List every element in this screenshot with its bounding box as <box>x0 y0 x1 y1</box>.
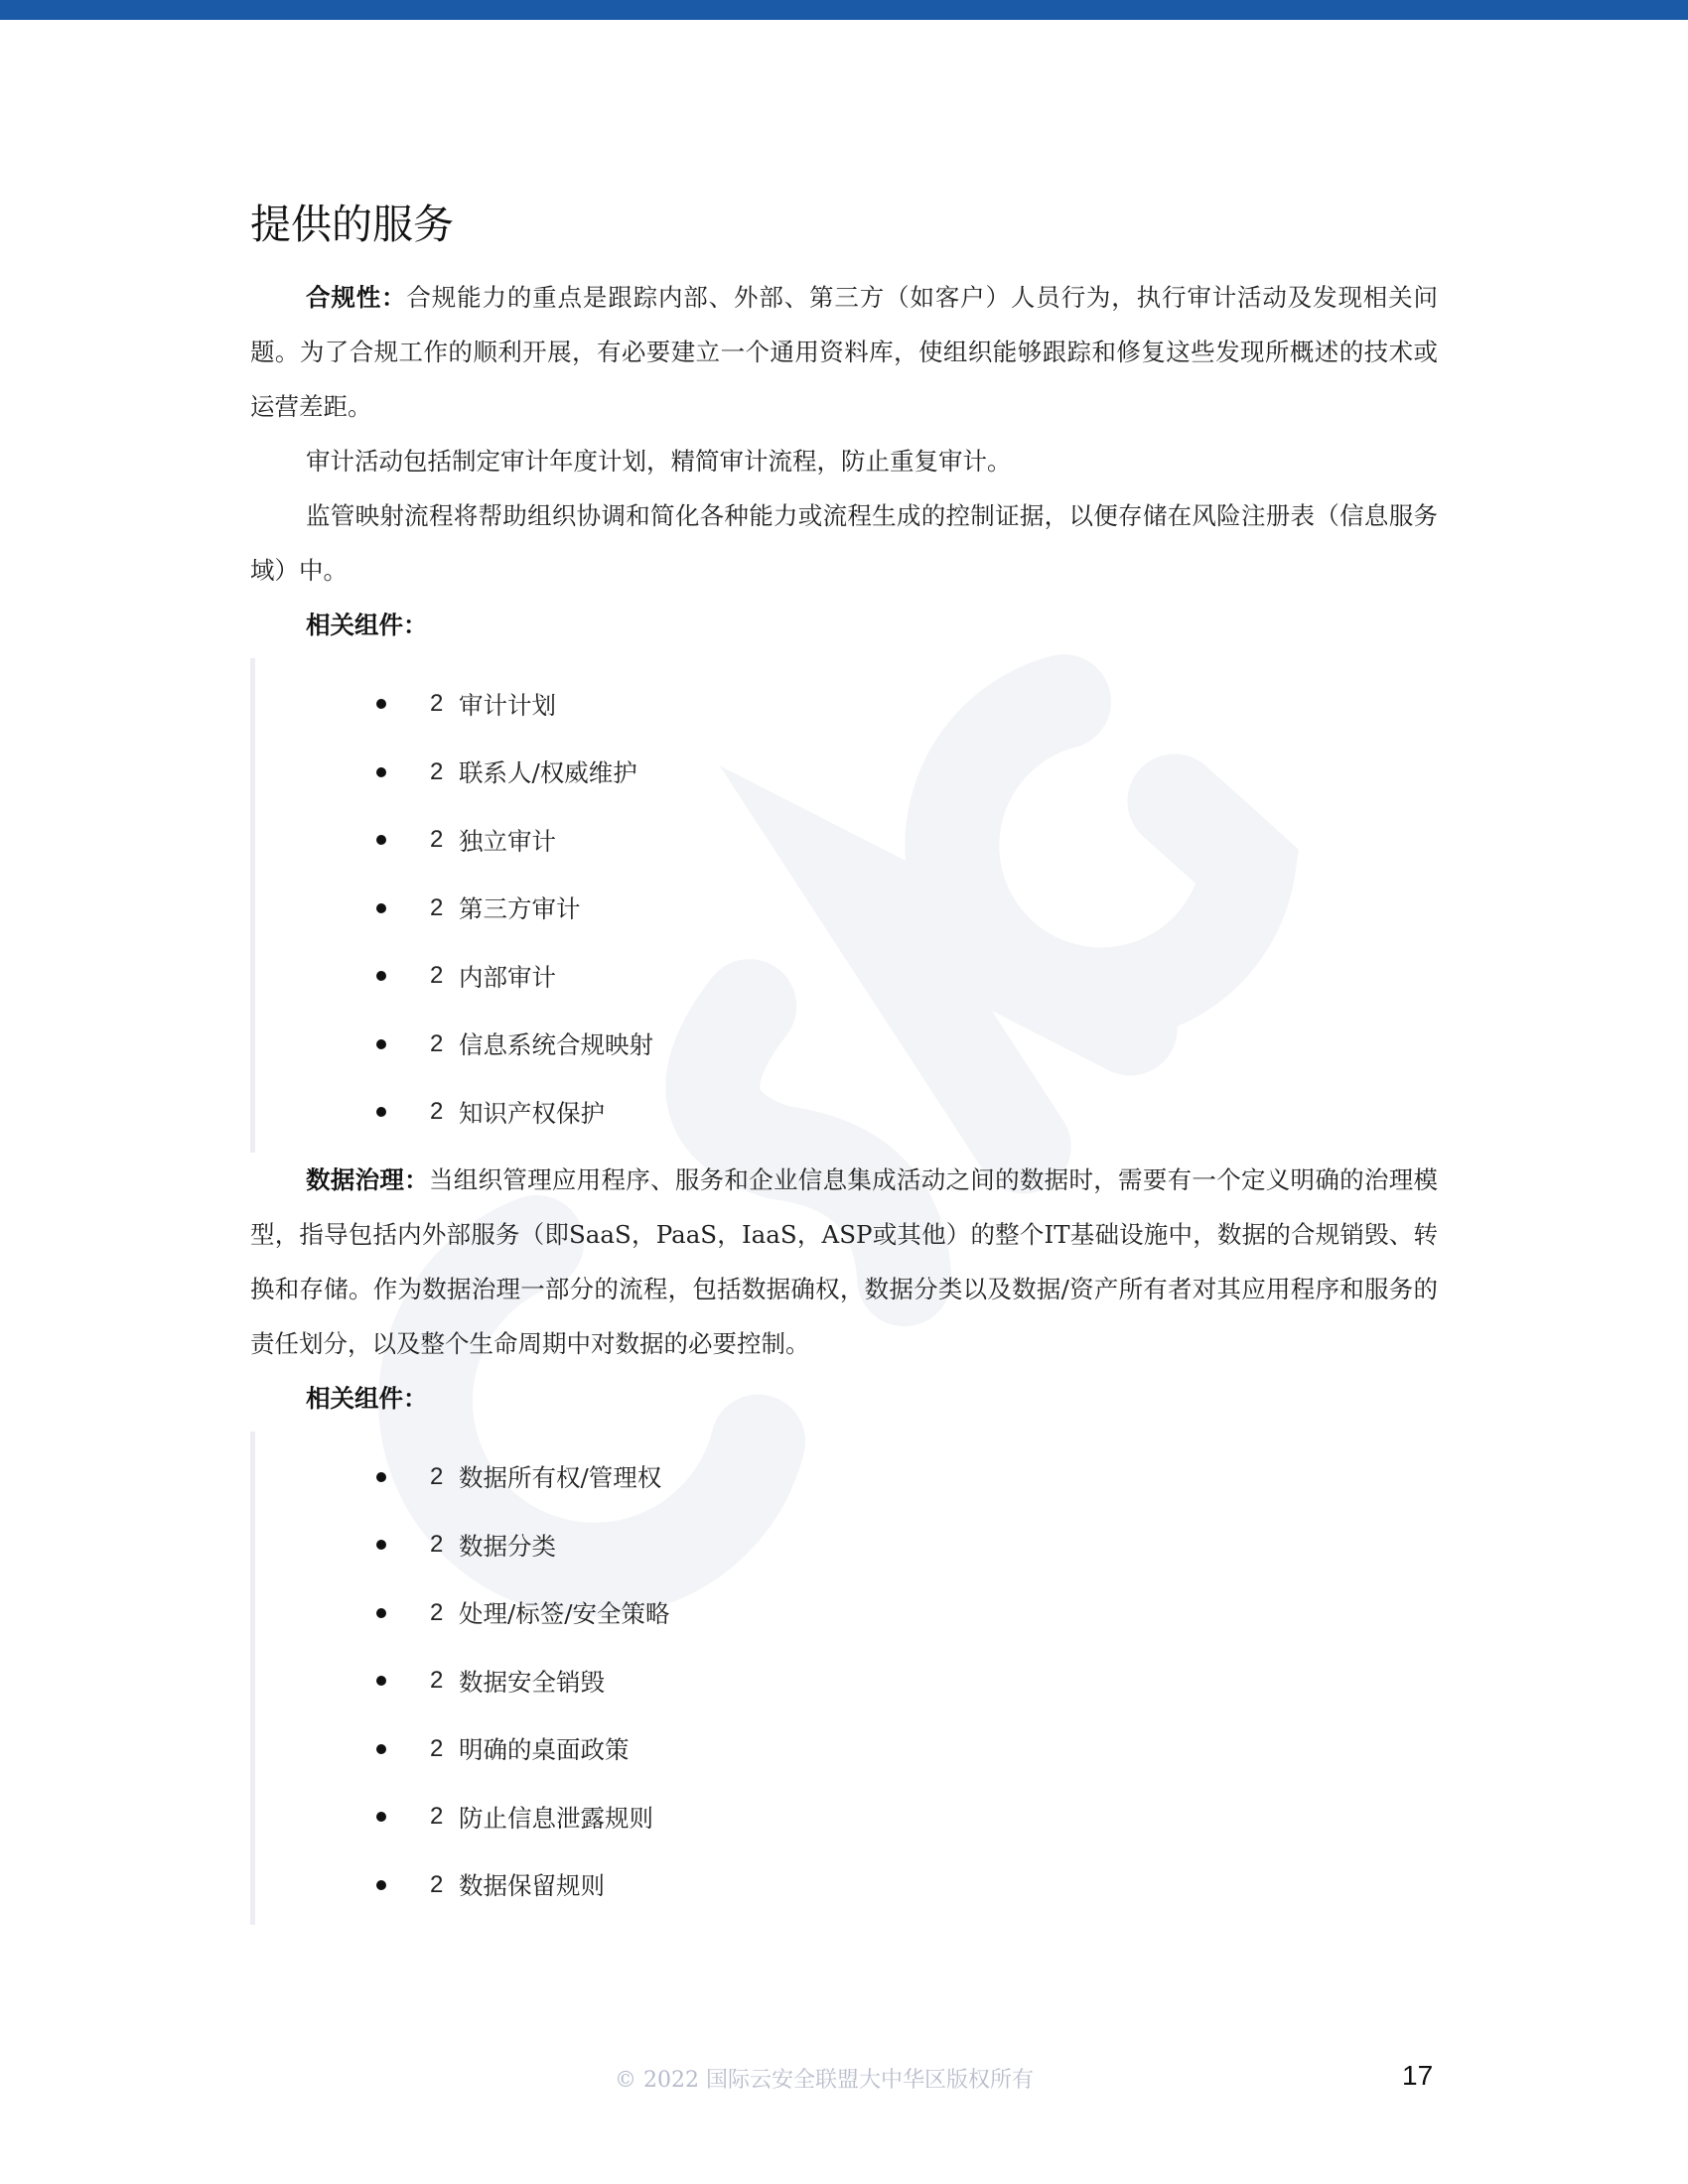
compliance-components-label: 相关组件： <box>306 611 428 639</box>
bullet-dot <box>376 835 386 845</box>
compliance-lead: 合规性： <box>306 283 407 312</box>
list-item-label: 明确的桌面政策 <box>459 1735 630 1765</box>
bullet-dot <box>376 1812 386 1822</box>
list-item-label: 数据所有权/管理权 <box>459 1463 662 1493</box>
bullet-dot <box>376 1107 386 1117</box>
list-item <box>255 942 1438 1011</box>
audit-activities-paragraph: 审计活动包括制定审计年度计划，精简审计流程，防止重复审计。 <box>306 447 1012 476</box>
list-item-number: 2 <box>430 1667 444 1695</box>
list-item-number: 2 <box>430 1462 444 1490</box>
list-item <box>255 1511 1438 1579</box>
list-item <box>255 1647 1438 1715</box>
data-governance-components-label: 相关组件： <box>306 1383 428 1413</box>
list-item-number: 2 <box>430 1098 444 1126</box>
data-governance-paragraph <box>250 1153 1438 1371</box>
data-governance-components-list <box>250 1432 1438 1926</box>
list-item-label: 独立审计 <box>459 826 556 856</box>
list-item <box>255 1078 1438 1147</box>
list-item-number: 2 <box>430 1870 444 1898</box>
list-item-label: 知识产权保护 <box>459 1098 605 1128</box>
page-content <box>250 195 1438 1925</box>
bullet-dot <box>376 1744 386 1754</box>
list-item-number: 2 <box>430 1734 444 1762</box>
list-item-label: 处理/标签/安全策略 <box>459 1599 670 1629</box>
regulatory-mapping-paragraph: 监管映射流程将帮助组织协调和简化各种能力或流程生成的控制证据，以便存储在风险注册表（信息服务域）中。 <box>250 501 1438 585</box>
list-item-number: 2 <box>430 1531 444 1559</box>
compliance-paragraph <box>250 270 1438 434</box>
footer-copyright: © 2022 国际云安全联盟大中华区版权所有 <box>615 2068 1034 2093</box>
bullet-dot <box>376 1540 386 1550</box>
list-item <box>255 806 1438 875</box>
list-item-label: 联系人/权威维护 <box>459 758 637 788</box>
list-item <box>255 875 1438 943</box>
list-item <box>255 1783 1438 1851</box>
bullet-dot <box>376 1608 386 1618</box>
data-governance-text: 当组织管理应用程序、服务和企业信息集成活动之间的数据时，需要有一个定义明确的治理模型，指导包括内外部服务（即SaaS，PaaS，IaaS，ASP或其他）的整个IT基础设施中，数据的合规销毁、转换和存储。作为数据治理一部分的流程，包括数据确权，数据分类以及数据/资产所有者对其应用程序和服务的责任划分，以及整个生命周期中对数据的必要控制。 <box>250 1164 1439 1358</box>
list-item <box>255 1443 1438 1512</box>
data-governance-lead: 数据治理： <box>306 1164 429 1194</box>
bullet-dot <box>376 1880 386 1890</box>
list-item-label: 信息系统合规映射 <box>459 1030 653 1060</box>
list-item-label: 数据保留规则 <box>459 1871 605 1901</box>
bullet-dot <box>376 1472 386 1482</box>
bullet-dot <box>376 1676 386 1686</box>
list-item-label: 第三方审计 <box>459 894 581 924</box>
list-item-number: 2 <box>430 1029 444 1057</box>
list-item-label: 内部审计 <box>459 962 556 992</box>
list-item-number: 2 <box>430 893 444 921</box>
list-item-label: 审计计划 <box>459 690 556 720</box>
list-item <box>255 670 1438 739</box>
bullet-dot <box>376 971 386 981</box>
list-item-number: 2 <box>430 690 444 718</box>
header-bar <box>0 0 1688 20</box>
list-item <box>255 739 1438 807</box>
bullet-dot <box>376 699 386 709</box>
list-item-number: 2 <box>430 1598 444 1626</box>
page-number: 17 <box>1402 2060 1434 2091</box>
compliance-text: 合规能力的重点是跟踪内部、外部、第三方（如客户）人员行为，执行审计活动及发现相关问题。为了合规工作的顺利开展，有必要建立一个通用资料库，使组织能够跟踪和修复这些发现所概述的技术或运营差距。 <box>250 283 1439 421</box>
list-item-number: 2 <box>430 962 444 990</box>
list-item-number: 2 <box>430 1803 444 1831</box>
bullet-dot <box>376 767 386 777</box>
list-item-number: 2 <box>430 757 444 785</box>
bullet-dot <box>376 1039 386 1049</box>
list-item-number: 2 <box>430 826 444 854</box>
list-item-label: 数据安全销毁 <box>459 1667 605 1697</box>
list-item <box>255 1715 1438 1784</box>
list-item <box>255 1011 1438 1079</box>
list-item-label: 数据分类 <box>459 1531 556 1561</box>
page-title: 提供的服务 <box>250 201 454 248</box>
list-item <box>255 1851 1438 1920</box>
list-item <box>255 1579 1438 1648</box>
compliance-components-list <box>250 658 1438 1153</box>
list-item-label: 防止信息泄露规则 <box>459 1803 653 1833</box>
bullet-dot <box>376 903 386 913</box>
